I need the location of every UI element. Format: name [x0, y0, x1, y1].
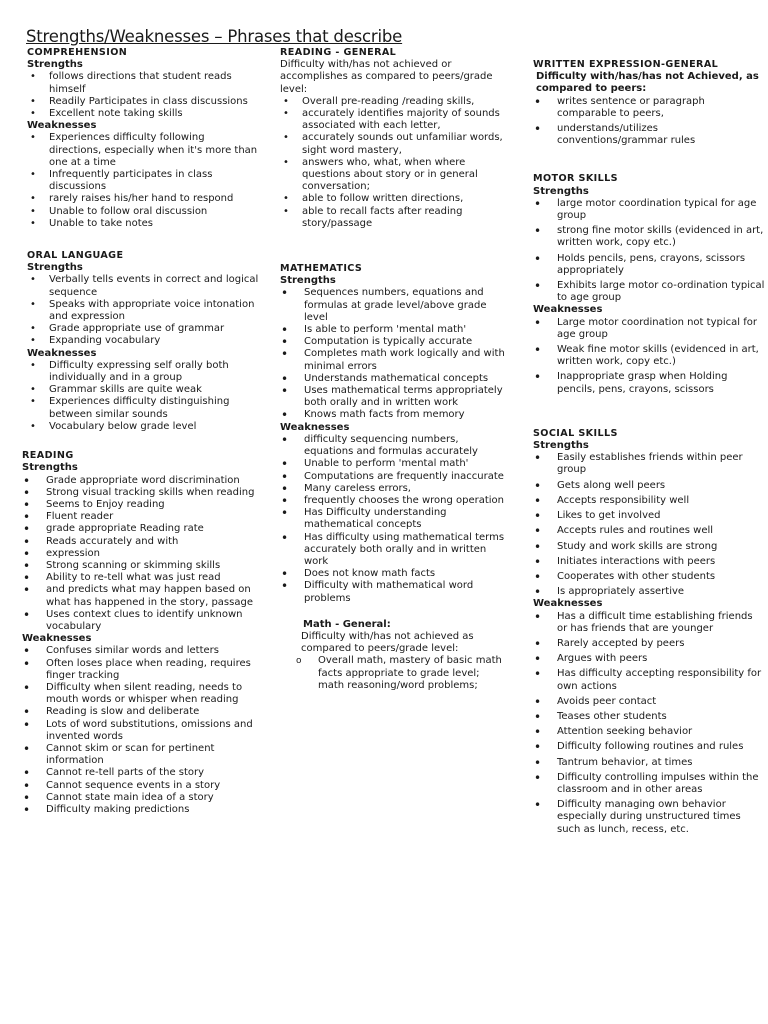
list-item: • Experiences difficulty distinguishing between similar sounds	[27, 396, 259, 420]
list-item: • Grade appropriate word discrimination	[22, 475, 259, 487]
list-item: • Attention seeking behavior	[533, 726, 765, 738]
page-title: Strengths/Weaknesses – Phrases that describe	[26, 27, 403, 46]
math-strengths-list	[280, 287, 508, 421]
comprehension-weaknesses-list	[27, 132, 259, 230]
list-item: • Has a difficult time establishing friends or has friends that are younger	[533, 611, 765, 635]
social-skills-section	[533, 428, 765, 836]
list-item: • Infrequently participates in class discussions	[27, 169, 259, 193]
list-item: • Knows math facts from memory	[280, 409, 508, 421]
motor-skills-section	[533, 173, 765, 395]
motor-skills-heading: MOTOR SKILLS	[533, 173, 618, 185]
list-item: • Unable to follow oral discussion	[27, 206, 259, 218]
list-item: • Difficulty making predictions	[22, 804, 259, 816]
list-item: • Difficulty following routines and rules	[533, 741, 765, 753]
comprehension-strengths-list	[27, 71, 259, 120]
math-weaknesses-label: Weaknesses	[280, 421, 350, 433]
list-item: • large motor coordination typical for age group	[533, 198, 765, 222]
comprehension-weaknesses-label: Weaknesses	[27, 120, 97, 132]
comprehension-section	[27, 47, 259, 230]
written-expression-list	[533, 96, 765, 148]
list-item: • Is able to perform 'mental math'	[280, 324, 508, 336]
list-item: • Accepts rules and routines well	[533, 525, 765, 537]
list-item: • Rarely accepted by peers	[533, 638, 765, 650]
motor-weaknesses-list	[533, 317, 765, 396]
list-item: • Computation is typically accurate	[280, 336, 508, 348]
math-strengths-label: Strengths	[280, 275, 336, 287]
list-item: • accurately identifies majority of sounds associated with each letter,	[280, 108, 508, 132]
reading-general-list	[280, 96, 508, 230]
math-general-section	[280, 619, 508, 692]
list-item: • Avoids peer contact	[533, 696, 765, 708]
list-item: • Vocabulary below grade level	[27, 421, 259, 433]
list-item: • Is appropriately assertive	[533, 586, 765, 598]
mathematics-section	[280, 263, 508, 605]
math-general-heading: Math - General:	[303, 618, 391, 630]
list-item: • Has Difficulty understanding mathematical concepts	[280, 507, 508, 531]
reading-general-heading: READING - GENERAL	[280, 47, 397, 58]
social-strengths-label: Strengths	[533, 440, 589, 452]
written-expression-section	[533, 59, 765, 147]
math-general-intro: Difficulty with/has not achieved as compared to peers/grade level:	[301, 630, 474, 655]
list-item: • Often loses place when reading, requires finger tracking	[22, 658, 259, 682]
social-weaknesses-label: Weaknesses	[533, 598, 603, 610]
math-general-list	[295, 655, 508, 692]
list-item: • Large motor coordination not typical for age group	[533, 317, 765, 341]
list-item: • Overall pre-reading /reading skills,	[280, 96, 508, 108]
list-item: • Verbally tells events in correct and logical sequence	[27, 274, 259, 298]
list-item: • Lots of word substitutions, omissions and invented words	[22, 719, 259, 743]
list-item: • rarely raises his/her hand to respond	[27, 193, 259, 205]
oral-strengths-list	[27, 274, 259, 347]
social-weaknesses-list	[533, 611, 765, 836]
math-weaknesses-list	[280, 434, 508, 605]
reading-strengths-label: Strengths	[22, 462, 78, 474]
list-item: • Unable to take notes	[27, 218, 259, 230]
column-3	[533, 47, 765, 836]
list-item: • Does not know math facts	[280, 568, 508, 580]
list-item: • answers who, what, when where questions about story or in general conversation;	[280, 157, 508, 194]
list-item: • able to recall facts after reading story/passage	[280, 206, 508, 230]
oral-weaknesses-label: Weaknesses	[27, 347, 97, 359]
list-item: • Cannot skim or scan for pertinent information	[22, 743, 259, 767]
list-item: • frequently chooses the wrong operation	[280, 495, 508, 507]
list-item: • Teases other students	[533, 711, 765, 723]
oral-language-section	[27, 250, 259, 433]
reading-section	[22, 450, 259, 816]
list-item: • accurately sounds out unfamiliar words, sight word mastery,	[280, 132, 508, 156]
list-item: • writes sentence or paragraph comparable to peers,	[533, 96, 765, 120]
list-item: • Completes math work logically and with minimal errors	[280, 348, 508, 372]
list-item: • Unable to perform 'mental math'	[280, 458, 508, 470]
list-item: • Gets along well peers	[533, 480, 765, 492]
list-item: • Difficulty expressing self orally both individually and in a group	[27, 360, 259, 384]
list-item: • Speaks with appropriate voice intonation and expression	[27, 299, 259, 323]
written-expression-heading: WRITTEN EXPRESSION-GENERAL	[533, 59, 719, 70]
list-item: • Tantrum behavior, at times	[533, 757, 765, 769]
list-item: • Confuses similar words and letters	[22, 645, 259, 657]
list-item: • Reads accurately and with	[22, 536, 259, 548]
list-item: • Readily Participates in class discussions	[27, 96, 259, 108]
list-item: • Difficulty controlling impulses within the classroom and in other areas	[533, 772, 765, 796]
list-item: • Strong scanning or skimming skills	[22, 560, 259, 572]
list-item: • Ability to re-tell what was just read	[22, 572, 259, 584]
list-item: • Uses mathematical terms appropriately both orally and in written work	[280, 385, 508, 409]
list-item: • Cooperates with other students	[533, 571, 765, 583]
reading-weaknesses-list	[22, 645, 259, 816]
list-item: • Exhibits large motor co-ordination typical to age group	[533, 280, 765, 304]
list-item: • Has difficulty using mathematical terms accurately both orally and in written work	[280, 532, 508, 569]
list-item: • strong fine motor skills (evidenced in art, written work, copy etc.)	[533, 225, 765, 249]
list-item: • Cannot state main idea of a story	[22, 792, 259, 804]
list-item: • Accepts responsibility well	[533, 495, 765, 507]
reading-heading: READING	[22, 450, 74, 462]
list-item: • Excellent note taking skills	[27, 108, 259, 120]
list-item: • Likes to get involved	[533, 510, 765, 522]
reading-strengths-list	[22, 475, 259, 634]
list-item: • Difficulty when silent reading, needs to mouth words or whisper when reading	[22, 682, 259, 706]
mathematics-heading: MATHEMATICS	[280, 263, 363, 275]
comprehension-strengths-label: Strengths	[27, 59, 83, 71]
list-item: • Initiates interactions with peers	[533, 556, 765, 568]
oral-weaknesses-list	[27, 360, 259, 433]
list-item: • follows directions that student reads himself	[27, 71, 259, 95]
list-item: • Inappropriate grasp when Holding pencils, pens, crayons, scissors	[533, 371, 765, 395]
list-item: • difficulty sequencing numbers, equations and formulas accurately	[280, 434, 508, 458]
list-item: • Uses context clues to identify unknown vocabulary	[22, 609, 259, 633]
list-item: • Cannot re-tell parts of the story	[22, 767, 259, 779]
comprehension-heading: COMPREHENSION	[27, 47, 128, 58]
column-2	[280, 47, 508, 692]
list-item: • Study and work skills are strong	[533, 541, 765, 553]
list-item: • Fluent reader	[22, 511, 259, 523]
list-item: • Computations are frequently inaccurate	[280, 471, 508, 483]
list-item: • Difficulty with mathematical word problems	[280, 580, 508, 604]
list-item: • Many careless errors,	[280, 483, 508, 495]
list-item: • Grammar skills are quite weak	[27, 384, 259, 396]
list-item: o Overall math, mastery of basic math facts appropriate to grade level; math reasoning/word problems;	[295, 655, 508, 692]
list-item: • Grade appropriate use of grammar	[27, 323, 259, 335]
reading-general-intro: Difficulty with/has not achieved or accomplishes as compared to peers/grade level:	[280, 59, 493, 95]
list-item: • Has difficulty accepting responsibility for own actions	[533, 668, 765, 692]
list-item: • Weak fine motor skills (evidenced in art, written work, copy etc.)	[533, 344, 765, 368]
reading-weaknesses-label: Weaknesses	[22, 633, 92, 645]
list-item: • Sequences numbers, equations and formulas at grade level/above grade level	[280, 287, 508, 324]
motor-weaknesses-label: Weaknesses	[533, 304, 603, 316]
list-item: • Argues with peers	[533, 653, 765, 665]
list-item: • Seems to Enjoy reading	[22, 499, 259, 511]
reading-general-section	[280, 47, 508, 230]
list-item: • expression	[22, 548, 259, 560]
oral-strengths-label: Strengths	[27, 262, 83, 274]
list-item: • Expanding vocabulary	[27, 335, 259, 347]
list-item: • Understands mathematical concepts	[280, 373, 508, 385]
list-item: • able to follow written directions,	[280, 193, 508, 205]
list-item: • grade appropriate Reading rate	[22, 523, 259, 535]
list-item: • understands/utilizes conventions/grammar rules	[533, 123, 765, 147]
list-item: • Easily establishes friends within peer group	[533, 452, 765, 476]
motor-strengths-label: Strengths	[533, 185, 589, 197]
written-expression-intro: Difficulty with/has/has not Achieved, as compared to peers:	[536, 71, 759, 95]
social-strengths-list	[533, 452, 765, 598]
list-item: • Cannot sequence events in a story	[22, 780, 259, 792]
list-item: • Holds pencils, pens, crayons, scissors appropriately	[533, 253, 765, 277]
list-item: • and predicts what may happen based on what has happened in the story, passage	[22, 584, 259, 608]
oral-language-heading: ORAL LANGUAGE	[27, 250, 124, 262]
social-skills-heading: SOCIAL SKILLS	[533, 427, 618, 439]
list-item: • Strong visual tracking skills when reading	[22, 487, 259, 499]
list-item: • Experiences difficulty following directions, especially when it's more than one at a time	[27, 132, 259, 169]
list-item: • Reading is slow and deliberate	[22, 706, 259, 718]
column-1	[22, 47, 259, 816]
motor-strengths-list	[533, 198, 765, 305]
list-item: • Difficulty managing own behavior especially during unstructured times such as lunch, recess, etc.	[533, 799, 765, 836]
